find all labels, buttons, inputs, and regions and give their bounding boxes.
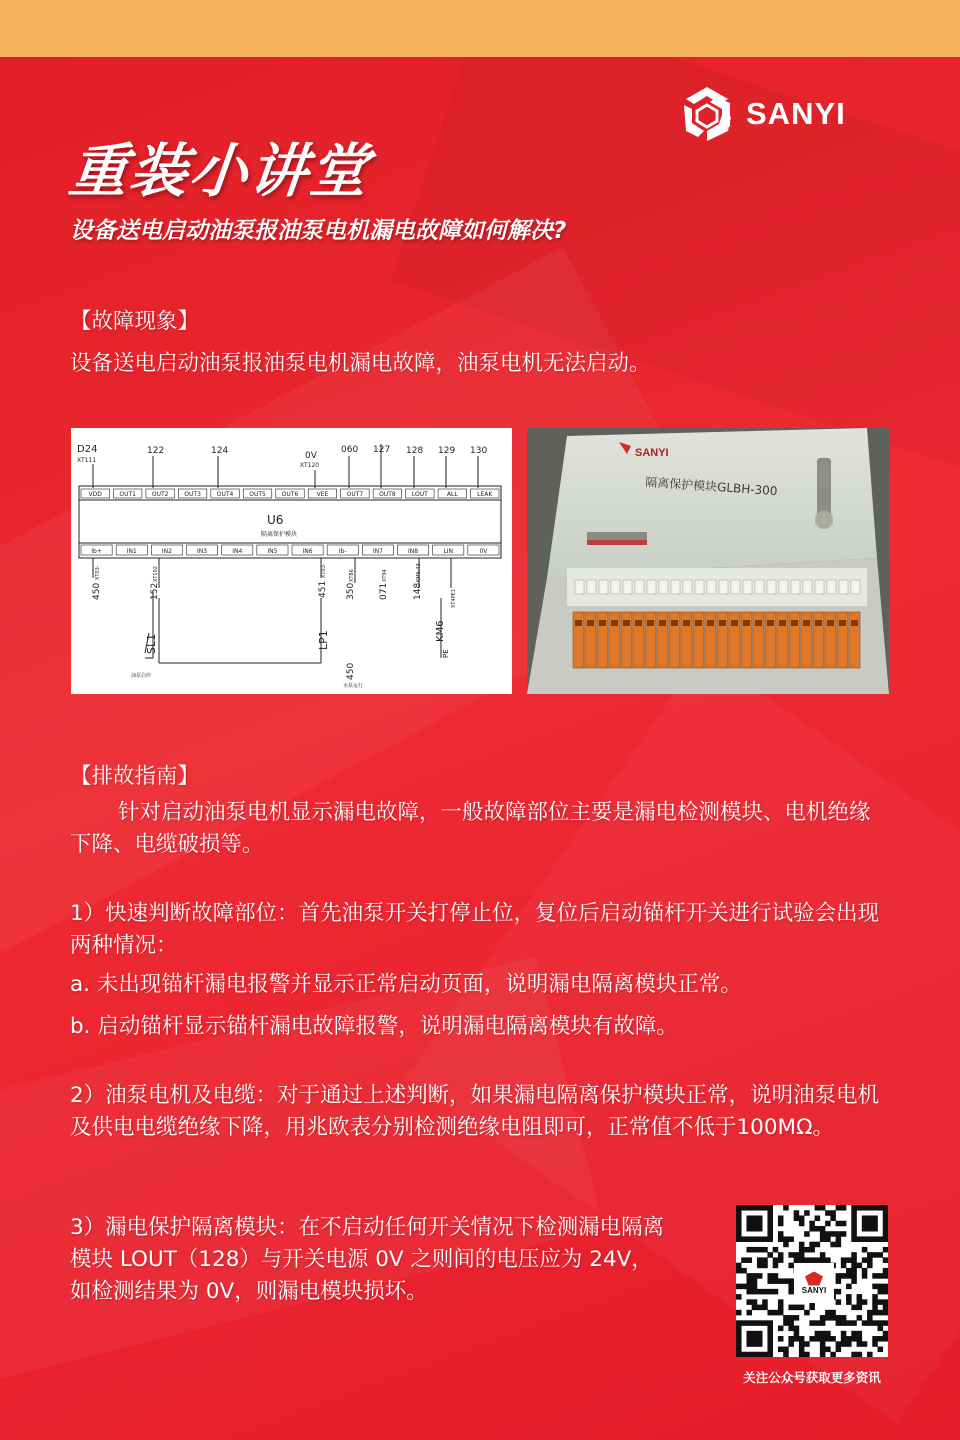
schem-bottom-pin: IN6: [302, 548, 313, 555]
schem-wire: 450: [92, 582, 102, 600]
schem-label: 130: [470, 446, 488, 456]
schem-component: SL1: [145, 633, 158, 654]
schem-label: XT111: [77, 457, 97, 464]
schem-bottom-pin: 0V: [479, 548, 488, 555]
schem-wire: XT86: [349, 569, 355, 582]
schem-top-pin: OUT7: [346, 491, 364, 498]
schem-wire: XT03-: [95, 565, 101, 580]
schem-bottom-label: 水泵运行: [343, 683, 364, 689]
schem-label: D24: [77, 444, 98, 455]
schem-label: 129: [438, 446, 456, 456]
schem-component: PE: [442, 649, 450, 658]
schem-wire: 071: [379, 582, 389, 600]
schem-wire: XT03-: [321, 563, 327, 578]
schematic-image: [71, 428, 512, 694]
qr-logo-text: SANYI: [801, 1285, 827, 1295]
schem-wire: XT4PE1: [451, 589, 457, 608]
schem-bottom-pin: Ib-: [338, 548, 347, 555]
schem-component: LP1: [317, 630, 330, 650]
schem-wire: KM6.43: [416, 563, 422, 582]
schem-top-pin: LOUT: [411, 491, 428, 498]
schem-bottom-pin: IN8: [408, 548, 419, 555]
schem-top-pin: OUT3: [184, 491, 201, 498]
schem-label: 124: [211, 446, 229, 456]
guide-step1b: b. 启动锚杆显示锚杆漏电故障报警，说明漏电隔离模块有故障。: [70, 1014, 678, 1039]
schem-top-pin: OUT6: [281, 491, 299, 498]
schem-top-pin: ALL: [446, 491, 458, 498]
schem-bottom-pin: IN7: [372, 548, 383, 555]
schem-top-pin: VEE: [316, 491, 329, 498]
schem-wire: 451: [318, 580, 328, 598]
schem-wire: KM6: [435, 620, 446, 642]
schem-wire: 350: [346, 582, 356, 600]
guide-step2: 2）油泵电机及电缆：对于通过上述判断，如果漏电隔离保护模块正常，说明油泵电机及供电电缆绝缘下降，用兆欧表分别检测绝缘电阻即可，正常值不低于100MΩ。: [70, 1083, 880, 1140]
device-brand: SANYI: [635, 447, 669, 459]
schem-wire: 148: [413, 582, 423, 600]
schem-bottom-pin: IN2: [161, 548, 172, 555]
schem-wire: XT102: [153, 566, 159, 582]
fault-heading: 【故障现象】: [70, 309, 200, 334]
page-title: 重装小讲堂: [65, 137, 374, 205]
brand-name: SANYI: [746, 96, 846, 131]
schem-module-name: U6: [267, 513, 284, 527]
schem-bottom-pin: Ib+: [91, 548, 102, 555]
top-accent-bar: [0, 0, 960, 57]
qr-code[interactable]: [736, 1205, 888, 1357]
schem-label: 0V: [305, 451, 317, 461]
schem-bottom-pin: IN5: [267, 548, 278, 555]
schem-label: XT120: [300, 462, 320, 469]
schem-module-sub: 隔离保护模块: [261, 531, 298, 538]
schem-wire: XT94: [382, 569, 388, 582]
sanyi-logo-icon: [676, 85, 738, 143]
guide-step1: 1）快速判断故障部位：首先油泵开关打停止位，复位后启动锚杆开关进行试验会出现两种情况：: [70, 901, 880, 958]
guide-intro: 针对启动油泵电机显示漏电故障，一般故障部位主要是漏电检测模块、电机绝缘下降、电缆破损等。: [70, 800, 871, 857]
schem-label: 122: [147, 446, 165, 456]
guide-step1a: a. 未出现锚杆漏电报警并显示正常启动页面，说明漏电隔离模块正常。: [70, 972, 742, 997]
guide-step3: 3）漏电保护隔离模块：在不启动任何开关情况下检测漏电隔离模块 LOUT（128）与开关电源 0V 之则间的电压应为 24V，如检测结果为 0V，则漏电模块损坏。: [70, 1215, 665, 1304]
schem-bottom-label: 油泵启停: [131, 673, 152, 679]
page-subtitle: 设备送电启动油泵报油泵电机漏电故障如何解决?: [70, 218, 567, 244]
schem-bottom-pin: IN4: [232, 548, 243, 555]
schem-top-pin: OUT8: [379, 491, 396, 498]
schem-bottom-pin: LIN: [443, 548, 454, 555]
schem-top-pin: VDD: [88, 491, 102, 498]
guide-heading: 【排故指南】: [70, 764, 200, 789]
schem-top-pin: LEAK: [477, 491, 493, 498]
schem-bottom-pin: IN3: [197, 548, 208, 555]
schem-label: 060: [341, 445, 359, 455]
device-label: 隔离保护模块GLBH-300: [644, 475, 778, 499]
schem-bottom-pin: IN1: [126, 548, 137, 555]
schem-bottom-label: 450: [346, 662, 356, 680]
schem-top-pin: OUT5: [249, 491, 266, 498]
device-photo: [527, 428, 889, 694]
schem-label: 127: [373, 445, 391, 455]
qr-logo-icon: [805, 1272, 823, 1286]
schem-label: 128: [406, 446, 424, 456]
schem-top-pin: OUT1: [119, 491, 136, 498]
sanyi-logo: [676, 84, 886, 144]
schem-wire: 152: [150, 582, 160, 600]
qr-logo: [794, 1263, 834, 1303]
schem-top-pin: OUT4: [216, 491, 234, 498]
qr-caption: 关注公众号获取更多资讯: [743, 1370, 881, 1385]
fault-text: 设备送电启动油泵报油泵电机漏电故障，油泵电机无法启动。: [70, 351, 651, 376]
schem-top-pin: OUT2: [151, 491, 169, 498]
